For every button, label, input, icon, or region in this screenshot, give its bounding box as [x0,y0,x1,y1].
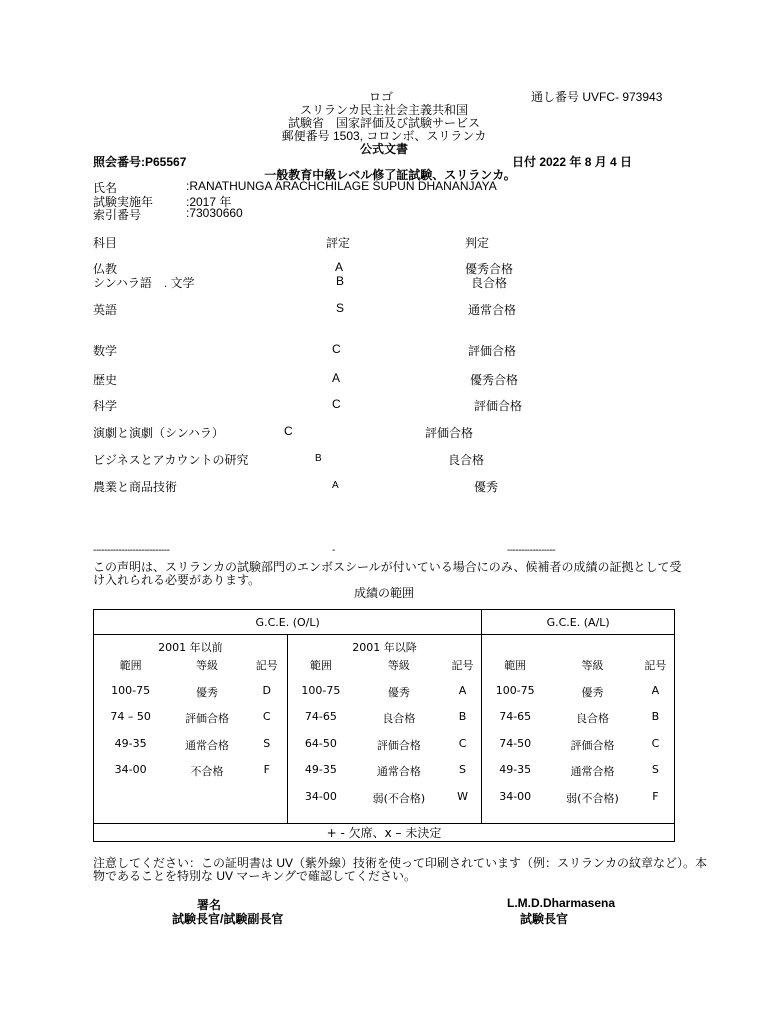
table-row [94,684,287,711]
signature-right-name: L.M.D.Dharmasena [507,896,616,910]
result-verdict: 通常合格 [468,303,517,317]
level-cell: 評価合格 [570,738,615,752]
level-cell: 通常合格 [376,765,421,778]
result-verdict: 良合格 [471,276,508,290]
result-verdict: 優秀合格 [465,262,514,276]
table-footer: + - 欠席、x – 未決定 [94,824,675,842]
range-cell: 49-35 [304,763,337,776]
table-row [288,710,482,737]
table-row [482,737,674,764]
al-section [482,635,675,824]
index-label: 索引番号 [93,208,142,222]
name-label: 氏名 [93,181,118,195]
level-cell: 良合格 [382,712,416,725]
result-subject: 歴史 [93,373,118,387]
level-cell: 通常合格 [185,738,230,752]
result-subject: 科学 [93,399,118,413]
before-2001-title: 2001 年以前 [158,641,223,654]
range-cell: 74 – 50 [110,710,151,723]
result-grade: A [335,260,344,274]
result-grade: B [336,274,345,288]
department-name: 試験省 国家評価及び試験サービス [287,116,481,130]
range-cell: 74-65 [304,710,337,723]
result-subject: 仏教 [93,262,118,276]
result-grade: A [332,371,341,385]
level-cell: 良合格 [575,712,609,725]
signature-line-right: ----------------- [507,545,556,556]
symbol-cell: C [262,710,271,723]
col-range: 範囲 [309,659,332,672]
serial-number: 通し番号 UVFC- 973943 [531,90,663,104]
table-row [482,763,674,790]
table-row [288,737,482,764]
country-name: スリランカ民主社会主義共和国 [299,103,469,117]
index-value: :73030660 [186,206,243,220]
issue-date: 日付 2022 年 8 月 4 日 [512,155,633,169]
col-level: 等級 [581,659,604,672]
range-cell: 49-35 [499,763,532,776]
table-row [94,737,287,764]
signature-left-title: 試験長官/試験副長官 [172,912,284,926]
year-value: :2017 年 [186,195,232,209]
signature-line-left: --------------------------- [93,545,170,556]
level-cell: 評価合格 [376,738,421,752]
result-verdict: 評価合格 [474,399,523,413]
range-cell: 64-50 [304,736,337,750]
symbol-cell: C [458,736,467,750]
result-grade: B [315,453,322,464]
col-symbol: 記号 [644,659,667,672]
col-level: 等級 [196,659,219,672]
result-verdict: 評価合格 [425,426,474,440]
table-row [482,684,674,711]
result-grade: A [332,480,339,491]
level-cell: 優秀 [581,685,604,699]
notice-line-1: 注意してください：この証明書は UV（紫外線）技術を使って印刷されています（例：スリランカの紋章など）。本 [93,856,708,870]
signature-right-title: 試験長官 [520,912,569,926]
ol-title: G.C.E. (O/L) [94,610,482,635]
table-row [482,790,674,817]
result-verdict: 優秀 [474,480,499,494]
after-2001-table [288,657,482,816]
table-row [288,763,482,790]
result-grade: C [284,424,293,438]
table-row [288,684,482,711]
range-cell: 100-75 [495,683,535,697]
before-2001-section [94,635,288,824]
symbol-cell: C [651,736,660,750]
result-grade: C [332,397,341,411]
statement-line-1: この声明は、スリランカの試験部門のエンボスシールが付いている場合にのみ、候補者の成績の証拠として受 [93,560,682,574]
result-subject: 演劇と演劇（シンハラ） [93,426,224,440]
signature-left-name: 署名 [197,898,222,912]
result-grade: C [332,342,341,356]
signature-line-middle: - [332,545,336,556]
address: 郵便番号 1503, コロンボ、スリランカ [281,129,487,143]
grade-header: 評定 [326,236,351,250]
range-cell: 74-50 [499,736,532,750]
notice-line-2: 物であることを特別な UV マーキングで確認してください。 [93,869,416,883]
range-cell: 49-35 [114,736,147,750]
verdict-header: 判定 [465,236,490,250]
result-verdict: 良合格 [448,453,485,467]
logo-placeholder: ロゴ [369,90,394,104]
symbol-cell: B [458,710,467,723]
name-value: :RANATHUNGA ARACHCHILAGE SUPUN DHANANJAYA [186,179,497,193]
result-subject: ビジネスとアカウントの研究 [93,453,249,467]
symbol-cell: S [651,763,659,776]
col-range: 範囲 [119,659,142,672]
range-cell: 34-00 [304,789,337,803]
result-subject: 英語 [93,303,118,317]
symbol-cell: W [457,789,468,803]
table-row [94,710,287,737]
result-grade: S [336,301,345,315]
level-cell: 通常合格 [570,765,615,778]
col-range: 範囲 [504,659,527,672]
range-cell: 100-75 [301,683,341,697]
reference-number: 照会番号:P65567 [93,155,187,169]
al-title: G.C.E. (A/L) [482,610,675,635]
level-cell: 弱(不合格) [372,791,426,805]
document-type: 公式文書 [359,142,409,156]
result-subject: シンハラ語 . 文学 [93,276,195,290]
level-cell: 優秀 [387,685,410,699]
range-cell: 34-00 [114,763,147,776]
symbol-cell: F [652,789,659,803]
col-symbol: 記号 [255,659,278,672]
result-verdict: 評価合格 [468,344,517,358]
symbol-cell: F [263,763,270,776]
result-subject: 数学 [93,344,118,358]
range-cell: 100-75 [111,683,151,697]
result-verdict: 優秀合格 [470,373,519,387]
al-table [482,657,674,816]
table-row [482,710,674,737]
range-cell: 74-65 [499,710,532,723]
symbol-cell: D [262,683,271,697]
grade-range-title: 成績の範囲 [353,586,415,600]
symbol-cell: A [651,683,660,697]
range-cell: 34-00 [499,789,532,803]
col-level: 等級 [387,659,410,672]
after-2001-section [287,635,482,824]
exam-title: 一般教育中級レベル修了証試験、スリランカ。 [264,168,516,182]
table-row [94,763,287,790]
col-symbol: 記号 [451,659,474,672]
result-subject: 農業と商品技術 [93,480,178,494]
after-2001-title: 2001 年以降 [352,641,417,654]
symbol-cell: S [263,736,271,750]
level-cell: 評価合格 [185,712,230,725]
statement-line-2: け入れられる必要があります。 [93,573,261,587]
level-cell: 弱(不合格) [566,791,619,805]
symbol-cell: S [459,763,467,776]
table-row [288,790,482,817]
before-2001-table [94,657,287,790]
subject-header: 科目 [93,236,118,250]
level-cell: 不合格 [190,765,224,778]
year-label: 試験実施年 [93,195,154,209]
symbol-cell: B [651,710,660,723]
level-cell: 優秀 [196,685,219,699]
symbol-cell: A [458,683,467,697]
grade-range-table [93,609,675,842]
